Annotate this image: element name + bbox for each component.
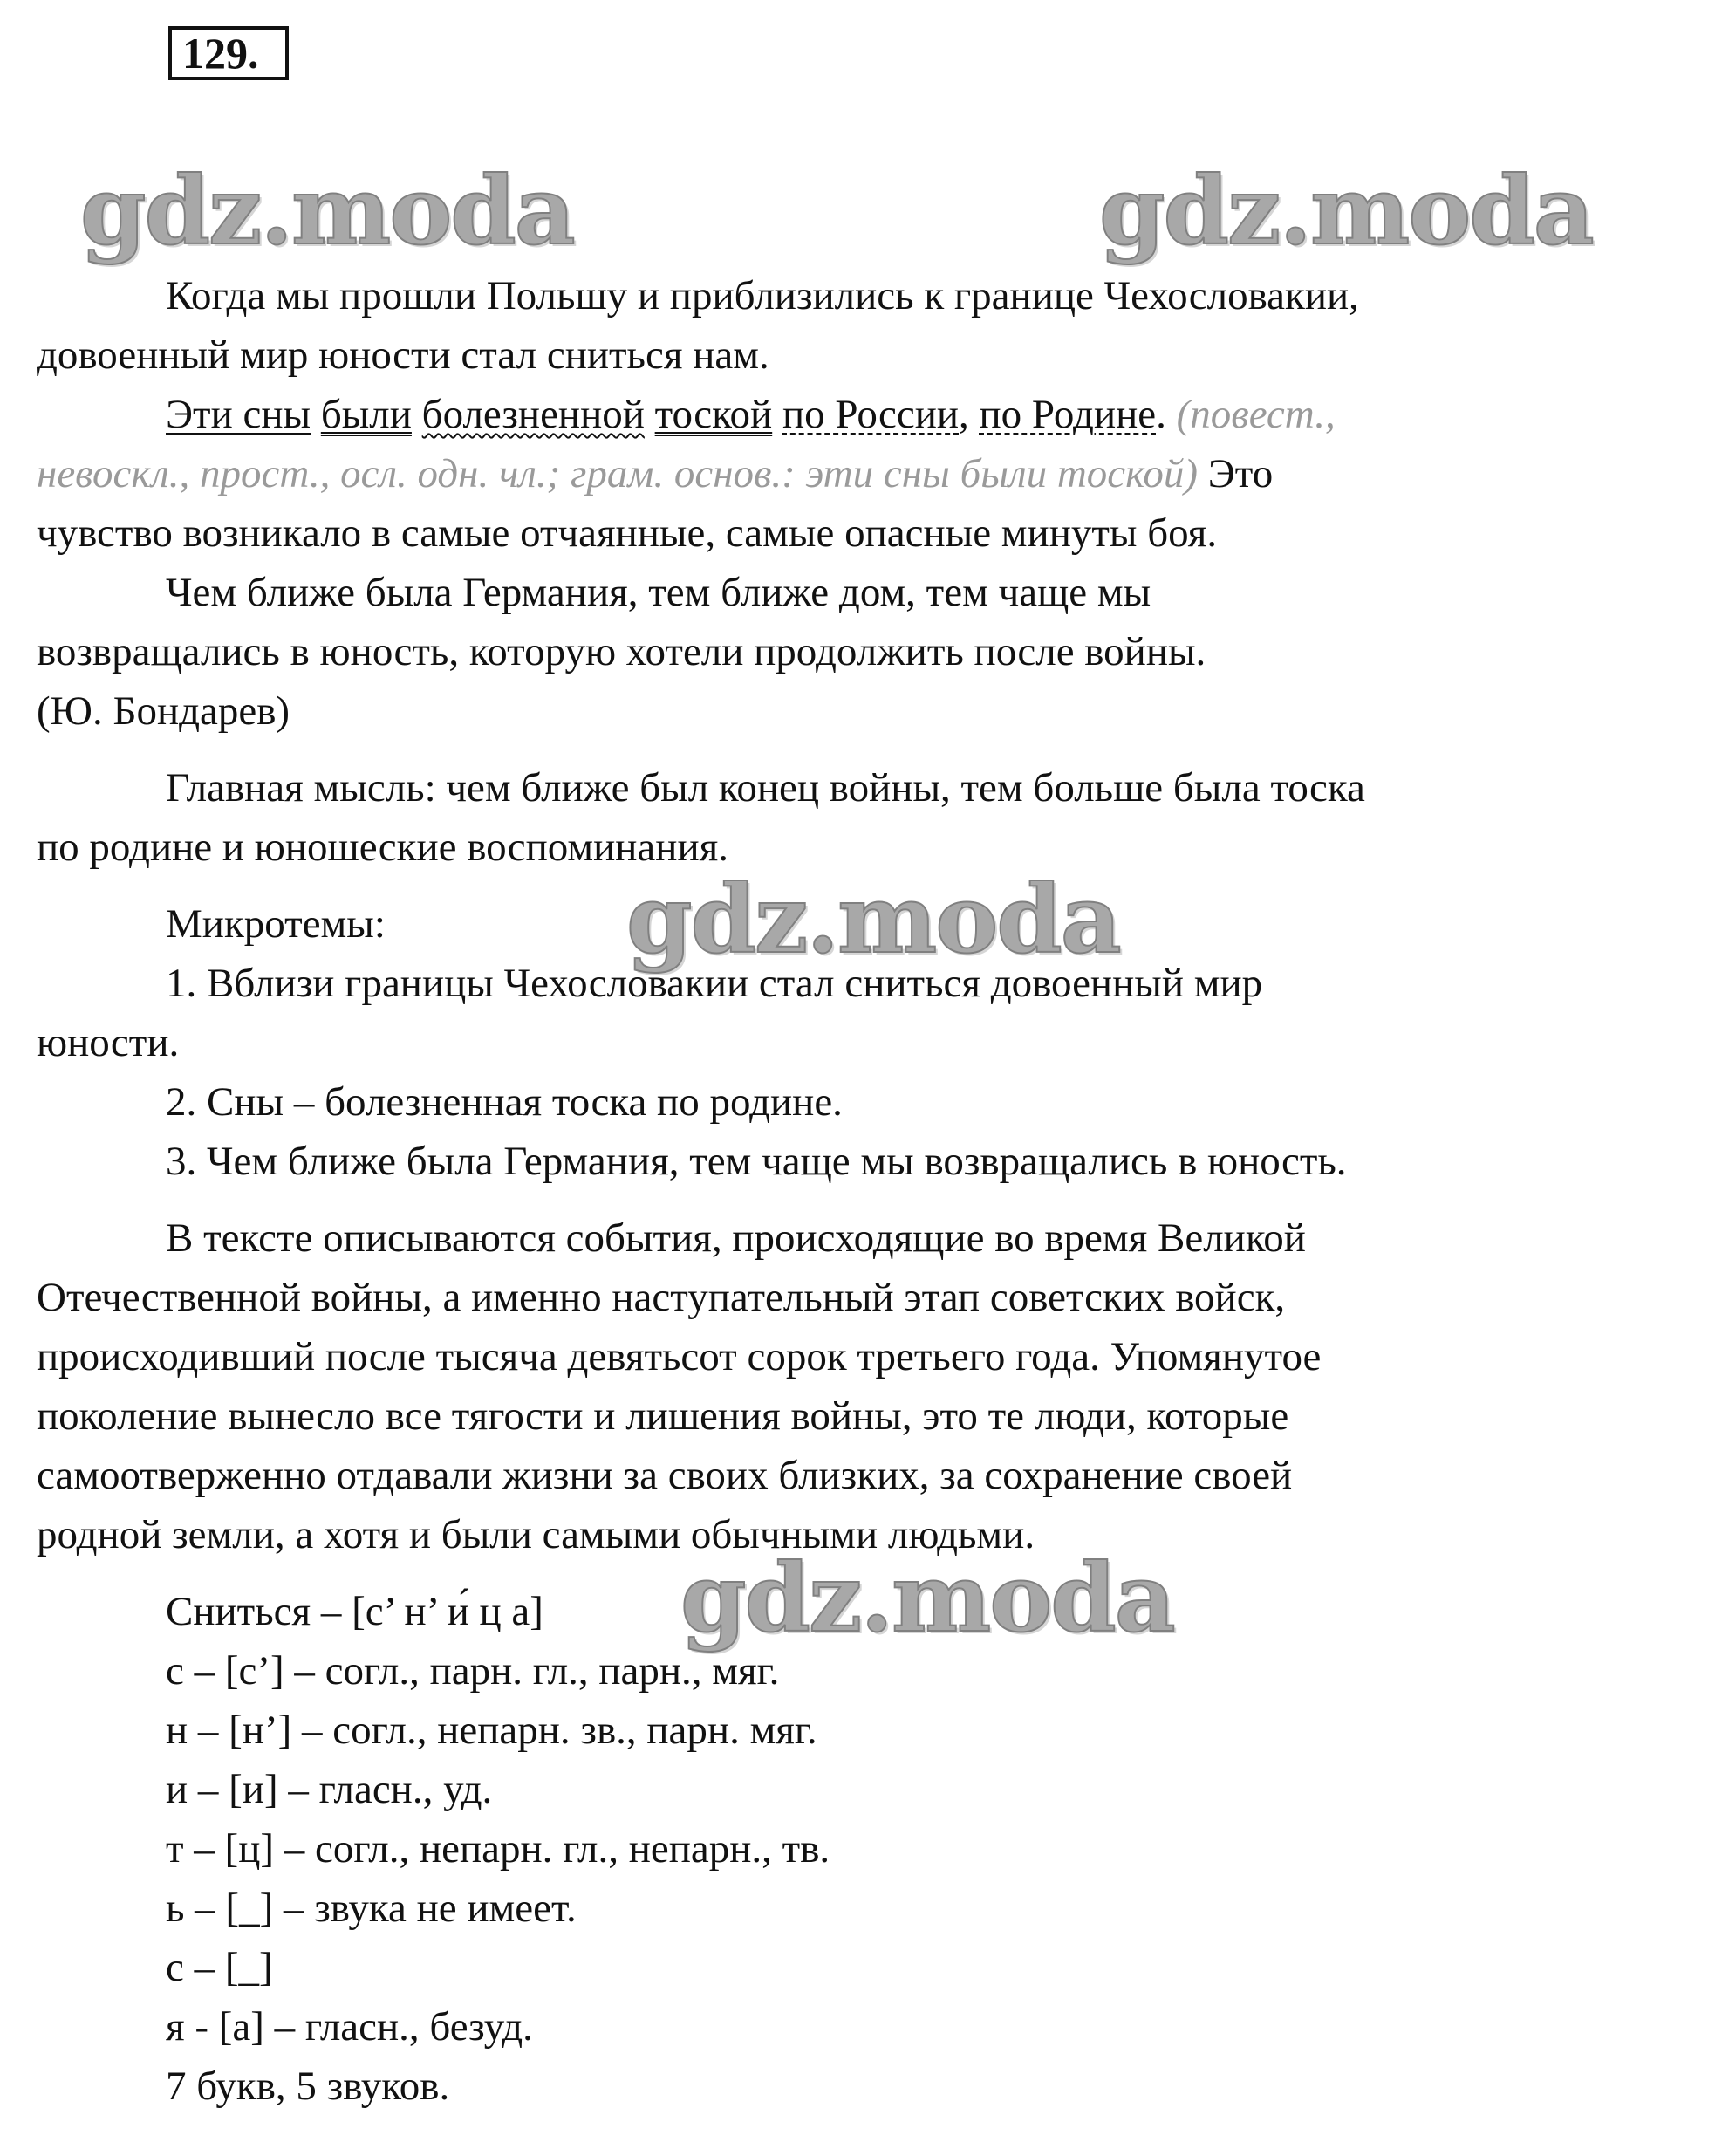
text-line: довоенный мир юности стал сниться нам.	[37, 332, 769, 378]
phonetic-word: Сниться – [с’ н’ и́ ц а]	[166, 1589, 543, 1634]
context-line: Отечественной войны, а именно наступательный этап советских войск,	[37, 1275, 1286, 1320]
microtheme-item: 2. Сны – болезненная тоска по родине.	[166, 1079, 843, 1125]
microtheme-item: юности.	[37, 1020, 180, 1065]
object-underlined: по Родине	[979, 392, 1157, 437]
phonetic-row: я - [а] – гласн., безуд.	[166, 2004, 533, 2050]
main-idea-line: Главная мысль: чем ближе был конец войны, тем больше была тоска	[166, 765, 1365, 811]
watermark-logo: gdz.moda	[80, 156, 574, 266]
phonetic-row: н – [н’] – согл., непарн. зв., парн. мяг.	[166, 1708, 817, 1753]
object-underlined: по России	[782, 392, 960, 437]
phonetic-row: т – [ц] – согл., непарн. гл., непарн., тв.	[166, 1826, 830, 1872]
text-fragment: Это	[1207, 451, 1274, 496]
parse-note: (повест.,	[1176, 392, 1336, 437]
definition-underlined: болезненной	[421, 392, 645, 437]
microtheme-item: 1. Вблизи границы Чехословакии стал сниться довоенный мир	[166, 961, 1263, 1006]
watermark-logo: gdz.moda	[680, 1543, 1174, 1653]
phonetic-row: ь – [_] – звука не имеет.	[166, 1886, 577, 1931]
watermark-logo: gdz.moda	[1099, 156, 1593, 266]
subject-underlined: Эти сны	[166, 392, 311, 437]
context-line: самоотверженно отдавали жизни за своих близких, за сохранение своей	[37, 1453, 1293, 1498]
phonetic-row: с – [_]	[166, 1945, 273, 1990]
predicate-underlined: тоской	[654, 392, 773, 437]
phonetic-row: с – [с’] – согл., парн. гл., парн., мяг.	[166, 1648, 780, 1694]
text-line: возвращались в юность, которую хотели продолжить после войны.	[37, 629, 1206, 674]
predicate-underlined: были	[320, 392, 412, 437]
watermark-logo: gdz.moda	[626, 865, 1120, 975]
microthemes-title: Микротемы:	[166, 901, 386, 947]
text-line: Когда мы прошли Польшу и приблизились к границе Чехословакии,	[166, 273, 1359, 318]
main-idea-line: по родине и юношеские воспоминания.	[37, 825, 728, 870]
microtheme-item: 3. Чем ближе была Германия, тем чаще мы возвращались в юность.	[166, 1139, 1347, 1184]
text-line: Чем ближе была Германия, тем ближе дом, тем чаще мы	[166, 570, 1151, 615]
phonetic-row: и – [и] – гласн., уд.	[166, 1767, 493, 1812]
context-line: В тексте описываются события, происходящие во время Великой	[166, 1215, 1306, 1261]
task-number-box: 129.	[168, 26, 289, 80]
text-line	[37, 444, 1677, 503]
phonetic-summary: 7 букв, 5 звуков.	[166, 2064, 450, 2109]
text-line: чувство возникало в самые отчаянные, самые опасные минуты боя.	[37, 510, 1218, 556]
context-line: родной земли, а хотя и были самыми обычными людьми.	[37, 1512, 1035, 1557]
context-line: происходивший после тысяча девятьсот сорок третьего года. Упомянутое	[37, 1334, 1322, 1379]
parsed-sentence: Эти сны были болезненной тоской по России, по Родине. (повест.,	[166, 392, 1336, 437]
parse-note: невоскл., прост., осл. одн. чл.; грам. основ.: эти сны были тоской)	[37, 451, 1198, 496]
context-line: поколение вынесло все тягости и лишения войны, это те люди, которые	[37, 1393, 1289, 1439]
text-line: (Ю. Бондарев)	[37, 688, 290, 734]
